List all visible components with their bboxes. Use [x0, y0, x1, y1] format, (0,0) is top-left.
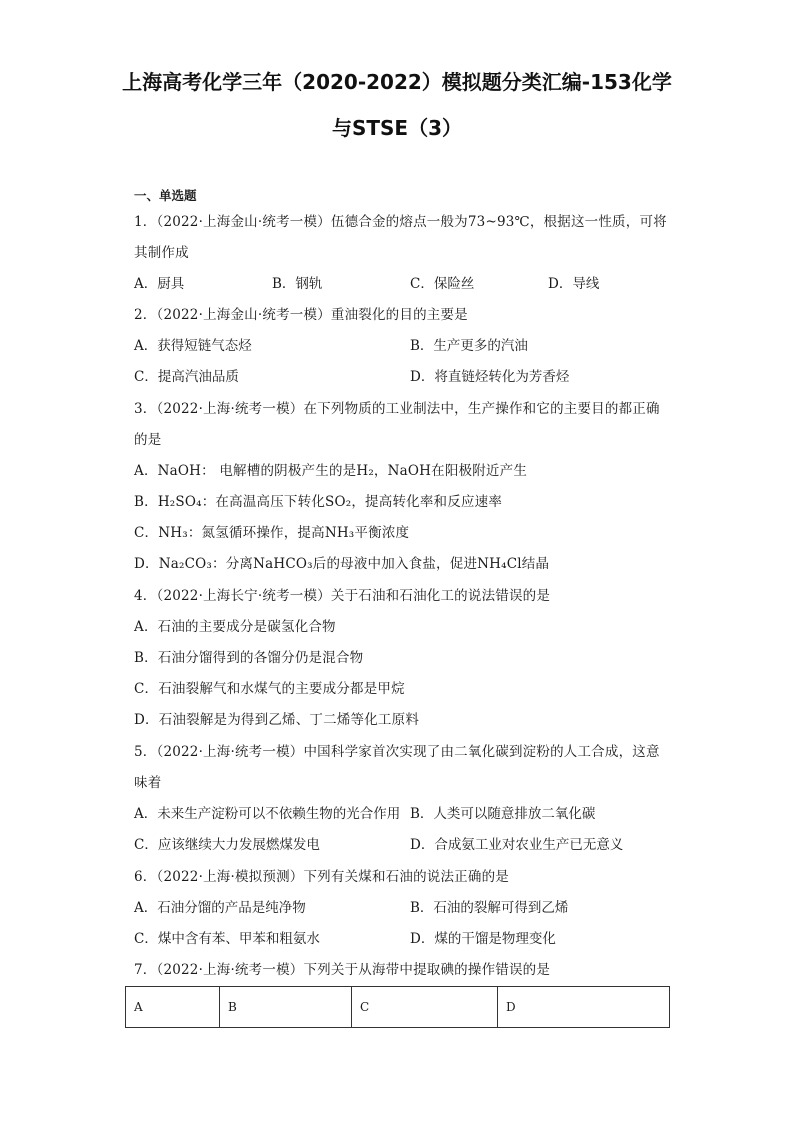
q3-option-a: A．NaOH： 电解槽的阴极产生的是H₂，NaOH在阳极附近产生: [134, 463, 528, 479]
q6-option-a: A．石油分馏的产品是纯净物: [134, 900, 306, 916]
q5-option-a: A．未来生产淀粉可以不依赖生物的光合作用: [134, 806, 401, 822]
q6-option-c: C．煤中含有苯、甲苯和粗氨水: [134, 931, 320, 947]
q7-options-table: [125, 986, 670, 1028]
q5-option-d: D．合成氨工业对农业生产已无意义: [410, 837, 624, 853]
q7-col-a: A: [126, 987, 220, 1028]
table-row: [126, 987, 670, 1028]
q1-option-d: D．导线: [548, 276, 600, 292]
doc-title-line2: 与STSE（3）: [331, 116, 463, 140]
q3-stem-line2: 的是: [134, 432, 162, 448]
q4-option-d: D．石油裂解是为得到乙烯、丁二烯等化工原料: [134, 712, 420, 728]
q2-option-b: B．生产更多的汽油: [410, 338, 528, 354]
q4-option-c: C．石油裂解气和水煤气的主要成分都是甲烷: [134, 681, 405, 697]
q7-col-b: B: [220, 987, 352, 1028]
q7-col-d: D: [498, 987, 670, 1028]
q6-stem: 6．（2022·上海·模拟预测）下列有关煤和石油的说法正确的是: [134, 869, 509, 885]
q4-option-b: B．石油分馏得到的各馏分仍是混合物: [134, 650, 364, 666]
q6-option-b: B．石油的裂解可得到乙烯: [410, 900, 569, 916]
q7-stem: 7．（2022·上海·统考一模）下列关于从海带中提取碘的操作错误的是: [134, 962, 551, 978]
q1-option-a: A．厨具: [134, 276, 185, 292]
q1-stem-line1: 1．（2022·上海金山·统考一模）伍德合金的熔点一般为73~93℃，根据这一性质，可将: [134, 214, 667, 230]
section-heading: 一、单选题: [134, 188, 197, 203]
q4-stem: 4．（2022·上海长宁·统考一模）关于石油和石油化工的说法错误的是: [134, 588, 551, 604]
doc-title-line1: 上海高考化学三年（2020-2022）模拟题分类汇编-153化学: [122, 70, 672, 94]
q5-option-c: C．应该继续大力发展燃煤发电: [134, 837, 320, 853]
q2-stem: 2．（2022·上海金山·统考一模）重油裂化的目的主要是: [134, 307, 468, 323]
q5-option-b: B．人类可以随意排放二氧化碳: [410, 806, 596, 822]
q2-option-a: A．获得短链气态烃: [134, 338, 252, 354]
q3-option-b: B．H₂SO₄：在高温高压下转化SO₂，提高转化率和反应速率: [134, 494, 503, 510]
q7-col-c: C: [352, 987, 498, 1028]
q5-stem-line2: 味着: [134, 775, 162, 791]
q4-option-a: A．石油的主要成分是碳氢化合物: [134, 619, 336, 635]
q2-option-c: C．提高汽油品质: [134, 369, 239, 385]
q1-option-c: C．保险丝: [410, 276, 475, 292]
q5-stem-line1: 5．（2022·上海·统考一模）中国科学家首次实现了由二氧化碳到淀粉的人工合成，这意: [134, 744, 660, 760]
q2-option-d: D．将直链烃转化为芳香烃: [410, 369, 570, 385]
q6-option-d: D．煤的干馏是物理变化: [410, 931, 556, 947]
q1-stem-line2: 其制作成: [134, 245, 189, 261]
q3-option-d: D．Na₂CO₃：分离NaHCO₃后的母液中加入食盐，促进NH₄Cl结晶: [134, 556, 550, 572]
q3-option-c: C．NH₃：氮氢循环操作，提高NH₃平衡浓度: [134, 525, 410, 541]
q1-option-b: B．钢轨: [272, 276, 323, 292]
q3-stem-line1: 3．（2022·上海·统考一模）在下列物质的工业制法中，生产操作和它的主要目的都正确: [134, 401, 660, 417]
